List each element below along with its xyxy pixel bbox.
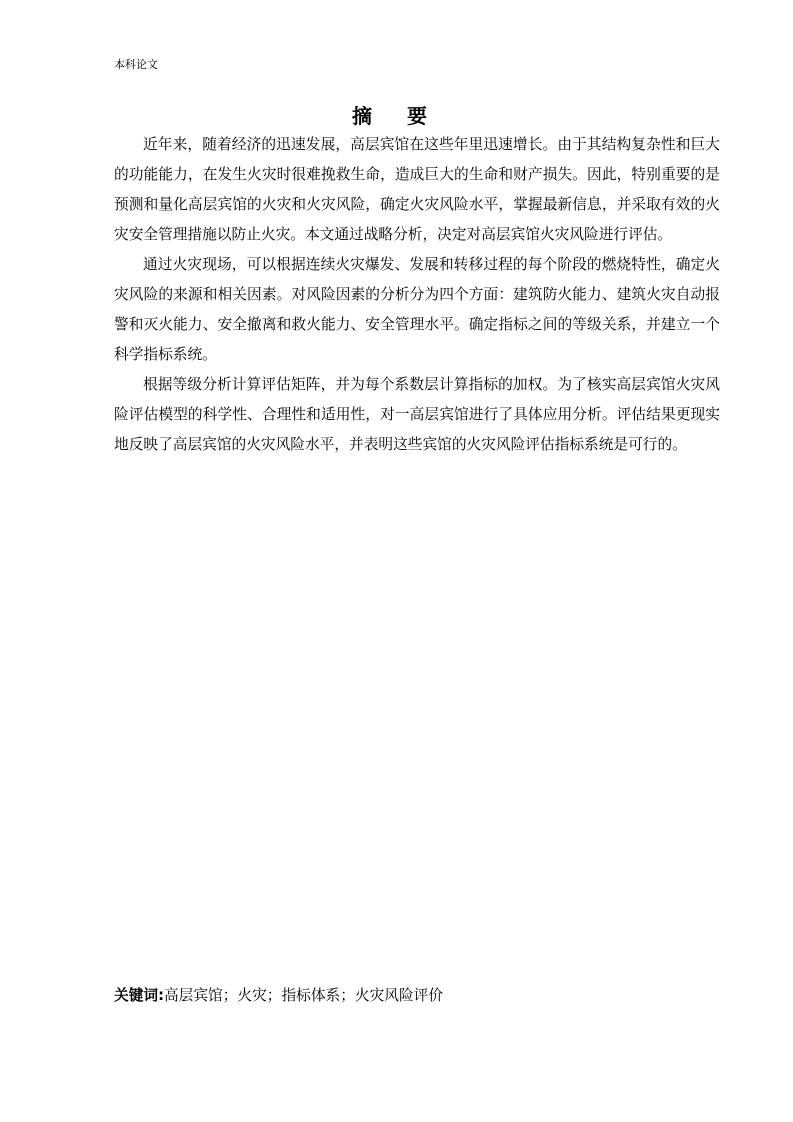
- keywords-line: [114, 985, 443, 1007]
- abstract-title: 摘 要: [352, 104, 441, 128]
- keywords-label: 关键词:: [114, 987, 164, 1004]
- keywords-list: 高层宾馆；火灾；指标体系；火灾风险评价: [163, 987, 444, 1004]
- running-header: 本科论文: [114, 58, 158, 71]
- abstract-paragraph-2: 通过火灾现场，可以根据连续火灾爆发、发展和转移过程的每个阶段的燃烧特性，确定火灾风险的来源和相关因素。对风险因素的分析分为四个方面：建筑防火能力、建筑火灾自动报警和灭火能力、安全撤离和救火能力、安全管理水平。确定指标之间的等级关系，并建立一个科学指标系统。: [114, 256, 720, 363]
- abstract-paragraph-3: 根据等级分析计算评估矩阵，并为每个系数层计算指标的加权。为了核实高层宾馆火灾风险评估模型的科学性、合理性和适用性，对一高层宾馆进行了具体应用分析。评估结果更现实地反映了高层宾馆的火灾风险水平，并表明这些宾馆的火灾风险评估指标系统是可行的。: [114, 376, 720, 453]
- abstract-paragraph-1: 近年来，随着经济的迅速发展，高层宾馆在这些年里迅速增长。由于其结构复杂性和巨大的功能能力，在发生火灾时很难挽救生命，造成巨大的生命和财产损失。因此，特别重要的是预测和量化高层宾馆的火灾和火灾风险，确定火灾风险水平，掌握最新信息，并采取有效的火灾安全管理措施以防止火灾。本文通过战略分析，决定对高层宾馆火灾风险进行评估。: [114, 136, 720, 243]
- abstract-body: [114, 130, 720, 460]
